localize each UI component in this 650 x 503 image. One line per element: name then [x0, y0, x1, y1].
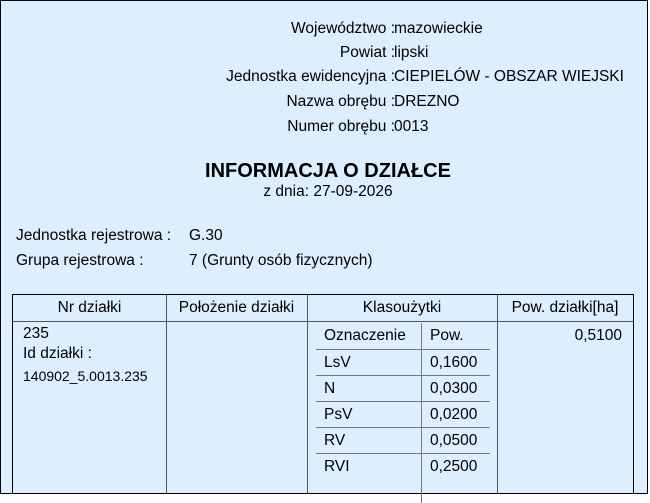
- precinct-number-label: Numer obrębu :: [287, 118, 395, 135]
- voivodeship-label: Województwo :: [291, 20, 395, 37]
- document-date: z dnia: 27-09-2026: [263, 183, 393, 200]
- column-header-parcel-number: Nr działki: [57, 299, 122, 316]
- column-header-land-classes: Klasoużytki: [362, 299, 442, 316]
- registration-unit-value: CIEPIELÓW - OBSZAR WIEJSKI: [394, 68, 624, 85]
- precinct-name-label: Nazwa obrębu :: [286, 93, 395, 110]
- parcel-table: [12, 294, 634, 494]
- parcel-area: 0,5100: [574, 327, 622, 344]
- land-class-row: [316, 453, 490, 480]
- land-class-row: [316, 349, 490, 376]
- parcel-id-label: Id działki :: [23, 345, 92, 362]
- land-class-code: RVI: [324, 458, 350, 475]
- document-title: INFORMACJA O DZIAŁCE: [205, 160, 451, 182]
- column-header-parcel-area: Pow. działki[ha]: [511, 299, 619, 316]
- land-class-area: 0,1600: [430, 354, 478, 371]
- county-value: lipski: [394, 44, 429, 61]
- county-label: Powiat :: [339, 44, 395, 61]
- registry-unit-label: Jednostka rejestrowa :: [16, 227, 172, 244]
- voivodeship-value: mazowieckie: [394, 20, 483, 37]
- parcel-number: 235: [23, 325, 49, 342]
- land-class-table: [316, 323, 490, 503]
- precinct-name-value: DREZNO: [394, 93, 460, 110]
- column-header-location: Położenie działki: [178, 299, 295, 316]
- registry-group-label: Grupa rejestrowa :: [16, 252, 144, 269]
- land-class-header-area: Pow.: [430, 327, 464, 344]
- registry-unit-value: G.30: [189, 227, 223, 244]
- land-class-area: 0,0300: [430, 380, 478, 397]
- parcel-id: 140902_5.0013.235: [23, 368, 148, 384]
- land-class-area: 0,0500: [430, 432, 478, 449]
- land-class-header-code: Oznaczenie: [324, 327, 406, 344]
- registration-unit-label: Jednostka ewidencyjna :: [226, 68, 395, 85]
- land-class-code: LsV: [324, 354, 351, 371]
- land-class-area: 0,0200: [430, 406, 478, 423]
- land-class-row: [316, 375, 490, 402]
- registry-group-value: 7 (Grunty osób fizycznych): [189, 252, 373, 269]
- land-class-code: RV: [324, 432, 346, 449]
- land-class-row: [316, 427, 490, 454]
- precinct-number-value: 0013: [394, 118, 429, 135]
- land-class-row: [316, 401, 490, 428]
- land-class-area: 0,2500: [430, 458, 478, 475]
- land-class-code: PsV: [324, 406, 353, 423]
- land-class-code: N: [324, 380, 336, 397]
